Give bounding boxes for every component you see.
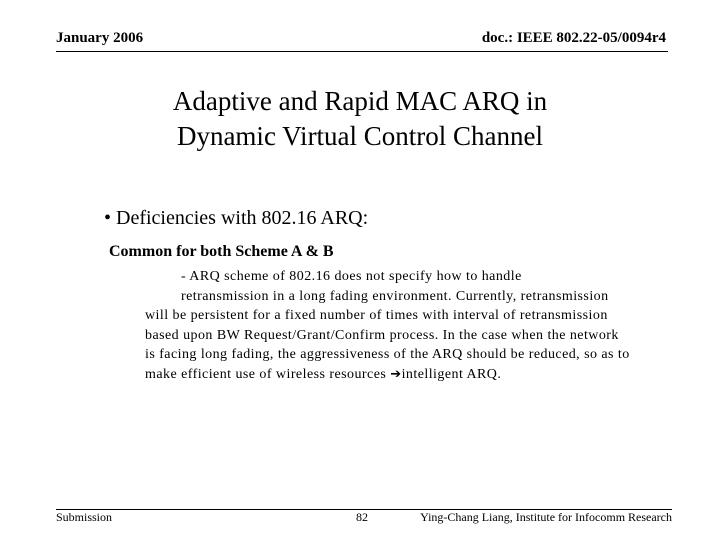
header-divider <box>56 51 668 52</box>
header-doc-id: doc.: IEEE 802.22-05/0094r4 <box>481 30 666 46</box>
paragraph-line: based upon BW Request/Grant/Confirm process. In the case when the network <box>145 327 619 343</box>
slide-title-line-2: Dynamic Virtual Control Channel <box>176 121 544 151</box>
footer-page-number: 82 <box>356 510 368 524</box>
right-arrow-icon: ➔ <box>390 366 402 382</box>
slide-title <box>60 84 660 154</box>
paragraph-line: - ARQ scheme of 802.16 does not specify how to handle <box>181 269 522 284</box>
paragraph-line-text: make efficient use of wireless resources <box>145 366 387 382</box>
header-date: January 2006 <box>56 30 144 46</box>
body-paragraph <box>145 267 675 385</box>
paragraph-line: will be persistent for a fixed number of times with interval of retransmission <box>145 308 608 324</box>
paragraph-line-last <box>145 365 675 385</box>
paragraph-line: retransmission in a long fading environment. Currently, retransmission <box>181 288 609 304</box>
bullet-heading: • Deficiencies with 802.16 ARQ: <box>104 207 369 229</box>
subheading: Common for both Scheme A & B <box>109 243 334 260</box>
slide-title-line-1: Adaptive and Rapid MAC ARQ in <box>172 86 548 116</box>
footer-author: Ying-Chang Liang, Institute for Infocomm Research <box>420 510 672 524</box>
footer-submission: Submission <box>56 510 113 524</box>
paragraph-line: is facing long fading, the aggressiveness of the ARQ should be reduced, so as to <box>145 347 630 363</box>
conclusion-text: intelligent ARQ. <box>401 366 502 382</box>
